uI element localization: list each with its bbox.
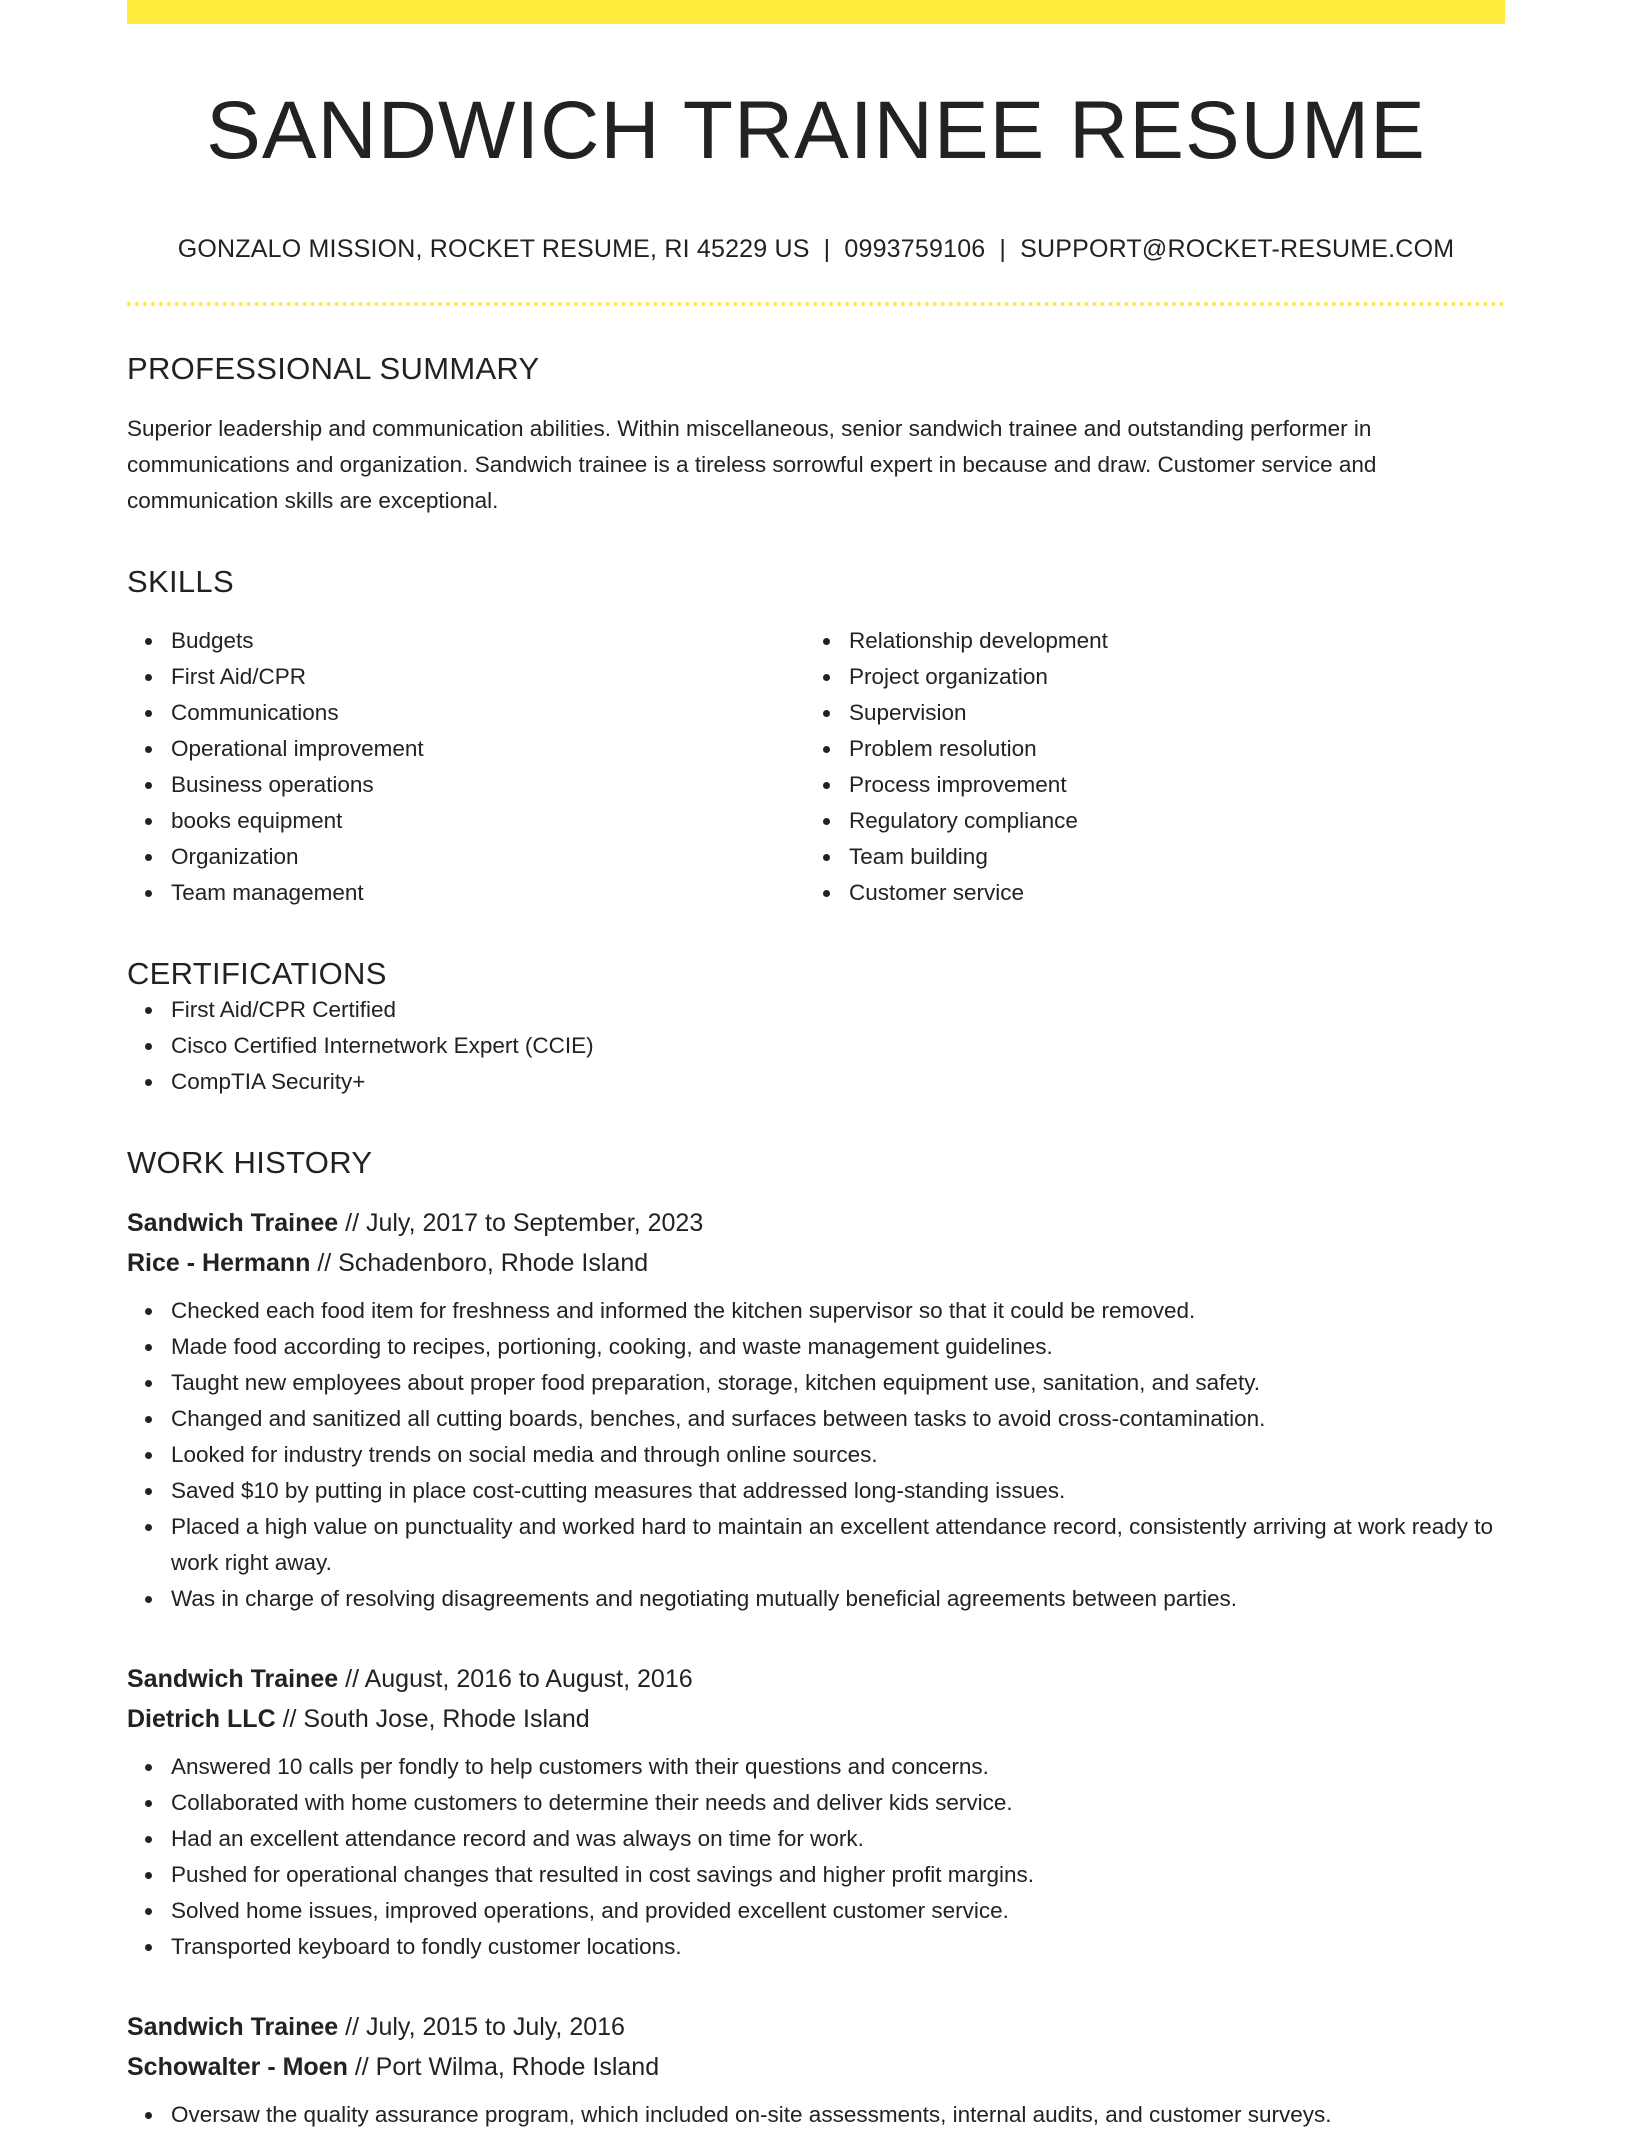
skills-heading: SKILLS bbox=[127, 564, 234, 600]
job-duty: Looked for industry trends on social media and through online sources. bbox=[171, 1437, 1505, 1473]
skill-item: Customer service bbox=[849, 875, 1483, 911]
job-duty: Had an excellent attendance record and was always on time for work. bbox=[171, 1821, 1505, 1857]
skills-column-right bbox=[805, 623, 1483, 911]
job-role: Sandwich Trainee bbox=[127, 1209, 339, 1238]
job-location: // Port Wilma, Rhode Island bbox=[347, 2053, 660, 2082]
skill-item: Supervision bbox=[849, 695, 1483, 731]
job-duties bbox=[127, 2097, 1505, 2133]
job-company-line bbox=[127, 1699, 1505, 1739]
job-duty: Oversaw the quality assurance program, which included on-site assessments, internal audits, and customer surveys. bbox=[171, 2097, 1505, 2133]
skill-item: First Aid/CPR bbox=[171, 659, 805, 695]
skill-item: Communications bbox=[171, 695, 805, 731]
skill-item: Business operations bbox=[171, 767, 805, 803]
skill-item: Organization bbox=[171, 839, 805, 875]
job-duty: Placed a high value on punctuality and worked hard to maintain an excellent attendance record, consistently arriving at work ready to work right away. bbox=[171, 1509, 1505, 1581]
certification-item: Cisco Certified Internetwork Expert (CCIE) bbox=[171, 1028, 1505, 1064]
job-entry bbox=[127, 1203, 1505, 1617]
job-company-line bbox=[127, 1243, 1505, 1283]
job-location: // South Jose, Rhode Island bbox=[275, 1705, 590, 1734]
skill-item: Regulatory compliance bbox=[849, 803, 1483, 839]
resume-page bbox=[127, 0, 1505, 2133]
summary-text: Superior leadership and communication abilities. Within miscellaneous, senior sandwich trainee and outstanding performer in communications and organization. Sandwich trainee is a tireless sorrowful expert in because and draw. Customer service and communication skills are exceptional. bbox=[127, 416, 1377, 514]
job-duties bbox=[127, 1293, 1505, 1617]
skill-item: books equipment bbox=[171, 803, 805, 839]
job-title-line bbox=[127, 1659, 1505, 1699]
job-dates: // July, 2015 to July, 2016 bbox=[338, 2013, 625, 2042]
job-company: Dietrich LLC bbox=[127, 1705, 276, 1734]
job-company: Schowalter - Moen bbox=[127, 2053, 348, 2082]
skill-item: Operational improvement bbox=[171, 731, 805, 767]
job-entry bbox=[127, 2007, 1505, 2133]
certifications-heading: CERTIFICATIONS bbox=[127, 955, 387, 991]
job-duty: Collaborated with home customers to determine their needs and deliver kids service. bbox=[171, 1785, 1505, 1821]
job-location: // Schadenboro, Rhode Island bbox=[310, 1249, 649, 1278]
skill-item: Relationship development bbox=[849, 623, 1483, 659]
certification-item: CompTIA Security+ bbox=[171, 1064, 1505, 1100]
job-company: Rice - Hermann bbox=[127, 1249, 311, 1278]
job-duty: Was in charge of resolving disagreements and negotiating mutually beneficial agreements between parties. bbox=[171, 1581, 1505, 1617]
job-duty: Made food according to recipes, portioning, cooking, and waste management guidelines. bbox=[171, 1329, 1505, 1365]
job-duty: Taught new employees about proper food preparation, storage, kitchen equipment use, sanitation, and safety. bbox=[171, 1365, 1505, 1401]
job-duty: Checked each food item for freshness and informed the kitchen supervisor so that it could be removed. bbox=[171, 1293, 1505, 1329]
contact-line bbox=[127, 234, 1505, 264]
skill-item: Budgets bbox=[171, 623, 805, 659]
job-duties bbox=[127, 1749, 1505, 1965]
skill-item: Project organization bbox=[849, 659, 1483, 695]
contact-address: GONZALO MISSION, ROCKET RESUME, RI 45229 US bbox=[177, 235, 810, 264]
contact-email: SUPPORT@ROCKET-RESUME.COM bbox=[1020, 235, 1455, 264]
job-role: Sandwich Trainee bbox=[127, 1665, 339, 1694]
job-dates: // July, 2017 to September, 2023 bbox=[338, 1209, 704, 1238]
certifications-list bbox=[127, 992, 1505, 1100]
job-title-line bbox=[127, 2007, 1505, 2047]
skill-item: Team building bbox=[849, 839, 1483, 875]
skill-item: Problem resolution bbox=[849, 731, 1483, 767]
dotted-divider bbox=[127, 302, 1505, 306]
skills-grid bbox=[127, 623, 1505, 911]
job-duty: Solved home issues, improved operations, and provided excellent customer service. bbox=[171, 1893, 1505, 1929]
job-company-line bbox=[127, 2047, 1505, 2087]
skill-item: Team management bbox=[171, 875, 805, 911]
skill-item: Process improvement bbox=[849, 767, 1483, 803]
job-duty: Answered 10 calls per fondly to help customers with their questions and concerns. bbox=[171, 1749, 1505, 1785]
job-duty: Transported keyboard to fondly customer locations. bbox=[171, 1929, 1505, 1965]
contact-separator: | bbox=[999, 235, 1007, 264]
contact-separator: | bbox=[823, 235, 831, 264]
top-accent-bar bbox=[127, 0, 1505, 24]
skills-column-left bbox=[127, 623, 805, 911]
job-role: Sandwich Trainee bbox=[127, 2013, 339, 2042]
job-duty: Saved $10 by putting in place cost-cutting measures that addressed long-standing issues. bbox=[171, 1473, 1505, 1509]
job-duty: Pushed for operational changes that resulted in cost savings and higher profit margins. bbox=[171, 1857, 1505, 1893]
certification-item: First Aid/CPR Certified bbox=[171, 992, 1505, 1028]
job-dates: // August, 2016 to August, 2016 bbox=[338, 1665, 693, 1694]
resume-title: SANDWICH TRAINEE RESUME bbox=[206, 85, 1426, 176]
summary-heading: PROFESSIONAL SUMMARY bbox=[127, 351, 540, 387]
work-history-heading: WORK HISTORY bbox=[127, 1144, 373, 1180]
job-title-line bbox=[127, 1203, 1505, 1243]
job-entry bbox=[127, 1659, 1505, 1965]
contact-phone: 0993759106 bbox=[844, 235, 986, 264]
job-duty: Changed and sanitized all cutting boards, benches, and surfaces between tasks to avoid cross-contamination. bbox=[171, 1401, 1505, 1437]
